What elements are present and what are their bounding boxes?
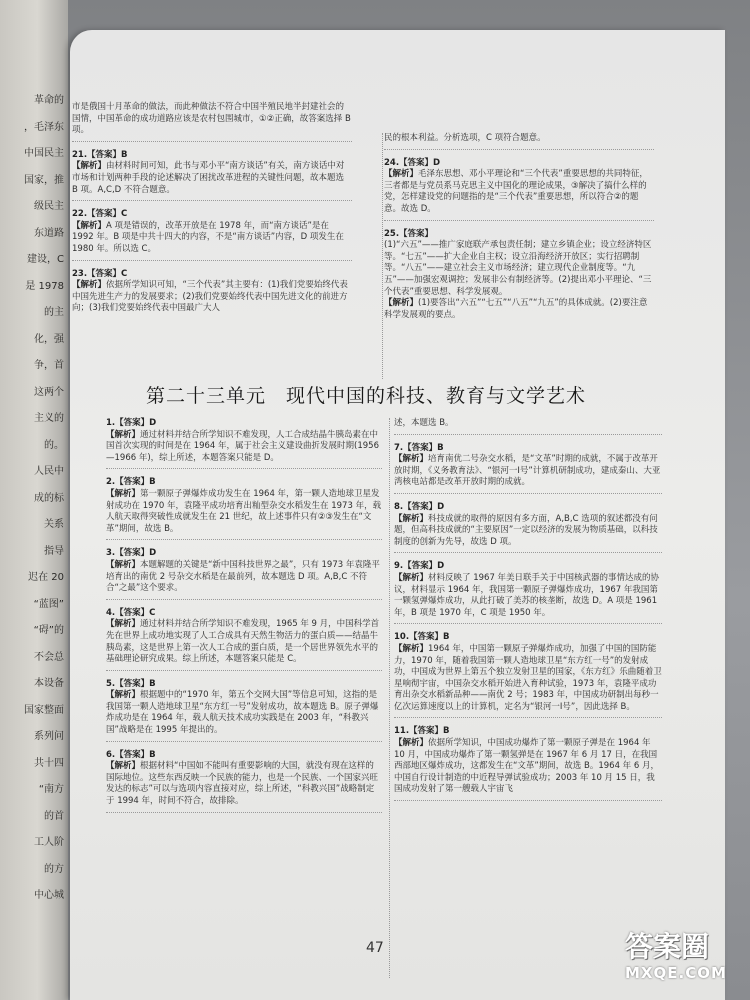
analysis-text: 本题解题的关键是“新中国科技世界之最”，只有 1973 年袁隆平培育出的南优 2 号杂交水稻是在最前列，故本题选 D 项。A,B,C 不符合“之最”这个要求。 <box>106 559 380 594</box>
answer-label: 25.【答案】 <box>384 228 434 239</box>
answer-label: 6.【答案】B <box>106 749 156 760</box>
analysis-text: 根据材料“中国如不能叫有重要影响的大国，就没有现在这样的国际地位。这些东西反映一个民族的能力，也是一个民族、一个国家兴旺发达的标志”可以与选项内容直接对应，综上所述，“科教兴国”战略制定于 1994 年，时间不符合，故排除。 <box>106 761 379 807</box>
left-page-fragment: 中国民主 <box>24 148 64 159</box>
left-page-fragment: ，毛泽东 <box>24 121 64 133</box>
answer-label: 8.【答案】D <box>394 501 445 512</box>
question-23 <box>72 269 352 319</box>
left-page-fragment: 主义的 <box>34 413 64 424</box>
analysis-label: 【解析】 <box>72 161 107 172</box>
analysis-label: 【解析】 <box>394 513 429 524</box>
left-page-fragment: 指导 <box>44 545 64 557</box>
analysis-text: 科技成就的取得的原因有多方面，A,B,C 选项的叙述都没有问题，但高科技成就的“主要原因”一定以经济的发展为物质基础，以科技制度的创新为先导，故选 D 项。 <box>394 513 658 547</box>
left-page-fragment: 本设备 <box>34 678 64 689</box>
column-divider <box>382 133 383 379</box>
left-page-fragment: 的方 <box>44 863 64 875</box>
answer-label: 9.【答案】D <box>394 561 445 572</box>
left-page-fragment: 这两个 <box>34 386 64 398</box>
left-page-fragment: 建设，C <box>27 254 64 265</box>
analysis-label: 【解析】 <box>394 643 429 654</box>
question-block <box>394 418 662 435</box>
answer-label: 11.【答案】B <box>394 726 450 737</box>
analysis-label: 【解析】 <box>106 559 141 570</box>
question-block <box>106 418 382 469</box>
analysis-text: 依据所学知识可知，“三个代表”其主要有：(1)我们党要始终代表中国先进生产力的发展要求；(2)我们党要始终代表中国先进文化的前进方向；(3)我们党要始终代表中国最广大人 <box>72 280 348 314</box>
question-block <box>394 443 662 494</box>
answer-label: 10.【答案】B <box>394 632 450 643</box>
analysis-label: 【解析】 <box>394 738 429 749</box>
left-page-fragment: “蓝图” <box>33 598 64 610</box>
left-page-fragment: 的首 <box>44 810 64 822</box>
left-page-fragment: 关系 <box>44 519 64 530</box>
left-page-fragment: “南方 <box>38 784 64 795</box>
left-page-fragment: 不会总 <box>34 651 64 663</box>
question-24 <box>384 158 654 221</box>
analysis-text: 由材料时间可知，此书与邓小平“南方谈话”有关，南方谈话中对市场和计划两种手段的论述解决了困扰改革进程的关键性问题，故本题选 B 项。A,C,D 不符合题意。 <box>72 161 345 195</box>
left-page-fragment: 工人阶 <box>34 837 64 848</box>
answer-body: (1)“六五”——推广家庭联产承包责任制；建立乡镇企业；设立经济特区等。“七五”——扩大企业自主权；设立沿海经济开放区；实行招聘制等。“八五”——建立社会主义市场经济；建立现代企业制度等。“九五”——加强宏观调控；发展非公有制经济等。(2)提出邓小平理论、“三个代表”重要思想、科学发展观。 <box>384 240 652 297</box>
question-block <box>106 608 382 671</box>
watermark-site: MXQE.COM <box>625 964 727 982</box>
paragraph-text: 市是俄国十月革命的做法，而此种做法不符合中国半殖民地半封建社会的国情，中国革命的成功道路应该是农村包围城市，①②正确，故答案选择 B 项。 <box>72 102 351 136</box>
answer-label: 7.【答案】B <box>394 442 444 453</box>
answer-label: 1.【答案】D <box>106 418 157 428</box>
answer-label: 2.【答案】B <box>106 477 156 488</box>
analysis-text: 第一颗原子弹爆炸成功发生在 1964 年，第一颗人造地球卫星发射成功在 1970 年，袁隆平成功培育出籼型杂交水稻发生在 1973 年，载人航天取得突破性成就发生在 21 世纪，故上述事件只有②③发生在“文革”期间，故选 B。 <box>106 488 382 534</box>
analysis-label: 【解析】 <box>384 298 419 309</box>
question-block <box>394 726 662 801</box>
page-number: 47 <box>366 940 384 956</box>
analysis-text: 通过材料并结合所学知识不难发现，1965 年 9 月，中国科学首先在世界上成功地实现了人工合成具有天然生物活力的蛋白质——结晶牛胰岛素，这是世界上第一次人工合成的蛋白质，是一个居世界领先水平的基础理论研究成果。综上所述，本题答案只能是 C。 <box>106 619 380 665</box>
bottom-right-column <box>394 418 662 809</box>
analysis-label: 【解析】 <box>72 220 107 231</box>
left-page-fragment: 是 1978 <box>25 280 64 292</box>
left-page-fragment: 争，首 <box>34 360 64 371</box>
question-23-continuation <box>384 133 654 150</box>
answer-label: 21.【答案】B <box>72 149 128 160</box>
analysis-text: 1964 年，中国第一颗原子弹爆炸成功，加强了中国的国防能力，1970 年，随着我国第一颗人造地球卫星“东方红一号”的发射成功，中国成为世界上第五个独立发射卫星的国家，《东方红》乐曲随着卫星响彻宇宙，中国杂交水稻开始进入育种试验，1973 年，袁隆平成功育出杂交水稻新品种——南优 2 号；1983 年，中国成功研制出每秒一亿次运算速度以上的计算机，定名为“银河一Ⅰ号”，因此选择 B。 <box>394 643 662 712</box>
left-page-fragment: 成的标 <box>34 492 64 504</box>
analysis-text: 材料反映了 1967 年美日联手关于中国核武器的事情达成的协议，材料显示 1964 年，我国第一颗原子弹爆炸成功，1967 年我国第一颗氢弹爆炸成功，从此打破了美苏的核垄断，故选 D。A 项是 1961 年，B 项是 1970 年，C 项是 1950 年。 <box>394 572 660 618</box>
analysis-text: 培育南优二号杂交水稻，是“文革”时期的成就，不属于改革开放时期，《义务教育法》、“银河一Ⅰ号”计算机研制成功，建成秦山、大亚湾核电站都是改革开放时期的成就。 <box>394 454 661 488</box>
analysis-text: (1)要答出“六五”“七五”“八五”“九五”的具体成就。(2)要注意科学发展观的要点。 <box>384 298 648 320</box>
left-column <box>72 102 352 327</box>
analysis-text: 毛泽东思想、邓小平理论和“三个代表”重要思想的共同特征，三者都是与党员系马克思主义中国化的理论成果，③解决了搞什么样的党，怎样建设党的问题指的是“三个代表”重要思想，所以符合②的题意。故选 D。 <box>384 169 648 214</box>
answer-label: 3.【答案】D <box>106 548 157 559</box>
column-divider-lower <box>389 418 390 978</box>
left-page-fragment: 人民中 <box>34 466 64 477</box>
analysis-text: 述，本题选 B。 <box>394 418 454 428</box>
left-page-fragment: 系列问 <box>34 731 64 742</box>
question-21 <box>72 150 352 201</box>
paragraph-text: 民的根本利益。分析选项，C 项符合题意。 <box>384 133 546 143</box>
left-page-fragment: 迟在 20 <box>28 572 64 583</box>
analysis-label: 【解析】 <box>106 488 141 499</box>
analysis-text: A 项是错误的，改革开放是在 1978 年，而“南方谈话”是在 1992 年。B 项是中共十四大的内容，不是“南方谈话”内容，D 项发生在 1980 年。所以选 C。 <box>72 220 344 254</box>
question-block <box>106 548 382 599</box>
question-block <box>394 632 662 718</box>
unit-title: 第二十三单元 现代中国的科技、教育与文学艺术 <box>146 385 587 407</box>
answer-label: 4.【答案】C <box>106 607 156 618</box>
answer-label: 23.【答案】C <box>72 268 128 279</box>
question-block <box>106 750 382 813</box>
left-page-fragment: 东道路 <box>34 227 64 239</box>
question-block <box>394 502 662 553</box>
answer-label: 5.【答案】B <box>106 678 156 689</box>
left-page-fragment: 化，强 <box>34 333 64 345</box>
left-page-fragment: 中心城 <box>34 890 64 901</box>
left-page-fragment: 的主 <box>44 307 64 318</box>
watermark-logo <box>625 930 750 1000</box>
analysis-text: 依据所学知识，中国成功爆炸了第一颗原子弹是在 1964 年 10 月，中国成功爆炸了第一颗氢弹是在 1967 年 6 月 17 日，在我国西部地区爆炸成功，这都发生在“文革”期间，故选 B。1964 年 6 月，中国自行设计制造的中近程导弹试验成功；2003 年 10 月 15 日，我国成功发射了第一艘载人宇宙飞 <box>394 738 659 795</box>
analysis-label: 【解析】 <box>106 690 141 701</box>
analysis-label: 【解析】 <box>384 169 419 180</box>
answer-label: 22.【答案】C <box>72 209 128 220</box>
left-page-fragment: 共十四 <box>34 757 64 769</box>
left-page-fragment: 级民主 <box>34 201 64 212</box>
analysis-label: 【解析】 <box>106 429 141 440</box>
question-25 <box>384 229 654 326</box>
analysis-text: 通过材料并结合所学知识不难发现，人工合成结晶牛胰岛素在中国首次实现的时间是在 1964 年，属于社会主义建设曲折发展时期(1956—1966 年)，综上所述，本题答案只能是 D。 <box>106 429 379 463</box>
watermark-title: 答案圈 <box>625 930 710 963</box>
left-page-edge <box>0 0 68 1000</box>
question-block <box>394 561 662 624</box>
left-page-fragment: 国家整面 <box>24 704 64 716</box>
analysis-label: 【解析】 <box>394 572 429 583</box>
left-page-fragment: 国家，推 <box>24 174 64 186</box>
question-block <box>106 477 382 540</box>
answer-label: 24.【答案】D <box>384 157 441 168</box>
analysis-label: 【解析】 <box>106 619 141 630</box>
question-22 <box>72 209 352 260</box>
left-page-fragment: 的。 <box>44 439 64 451</box>
question-20-continuation <box>72 102 352 142</box>
question-block <box>106 679 382 742</box>
left-page-fragment: “碍”的 <box>33 625 64 636</box>
analysis-text: 根据题中的“1970 年，第五个交网大国”等信息可知，这指的是我国第一颗人造地球卫星“东方红一号”发射成功，故本题选 B。原子弹爆炸成功是在 1964 年，载人航天技术成功实践是在 2003 年，“科教兴国”战略是在 1995 年提出的。 <box>106 690 379 736</box>
bottom-left-column <box>106 418 382 821</box>
analysis-label: 【解析】 <box>394 454 429 465</box>
analysis-label: 【解析】 <box>72 280 107 291</box>
left-page-fragment: 革命的 <box>34 95 64 106</box>
analysis-label: 【解析】 <box>106 761 141 772</box>
right-column <box>384 133 654 333</box>
